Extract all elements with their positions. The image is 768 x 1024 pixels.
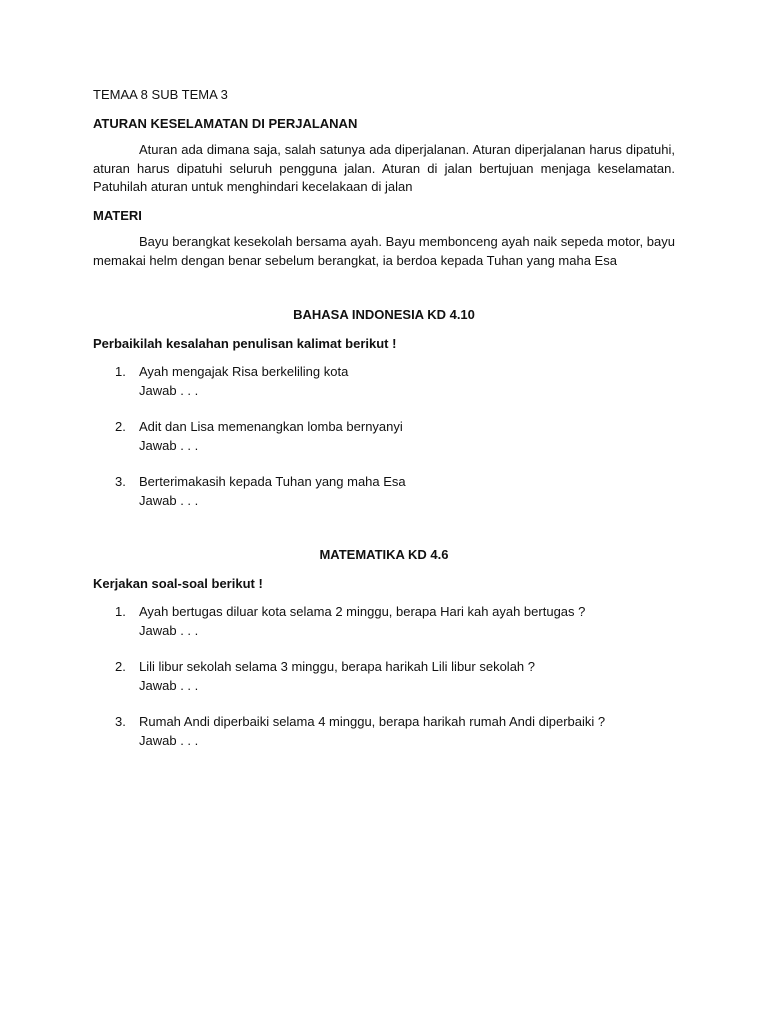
matematika-question-list bbox=[93, 603, 675, 750]
document-title: ATURAN KESELAMATAN DI PERJALANAN bbox=[93, 115, 358, 131]
answer-prompt: Jawab . . . bbox=[139, 622, 199, 638]
materi-title: MATERI bbox=[93, 207, 142, 223]
answer-prompt: Jawab . . . bbox=[139, 492, 199, 508]
item-number: 2. bbox=[115, 419, 126, 434]
list-item bbox=[93, 363, 675, 400]
answer-prompt: Jawab . . . bbox=[139, 382, 199, 398]
materi-paragraph: Bayu berangkat kesekolah bersama ayah. Bayu membonceng ayah naik sepeda motor, bayu memakai helm dengan benar sebelum berangkat, ia berdoa kepada Tuhan yang maha Esa bbox=[93, 234, 675, 268]
item-number: 2. bbox=[115, 659, 126, 674]
intro-paragraph: Aturan ada dimana saja, salah satunya ada diperjalanan. Aturan diperjalanan harus dipatuhi, aturan harus dipatuhi seluruh pengguna jalan. Aturan di jalan bertujuan menjaga keselamatan. Patuhilah aturan untuk menghindari kecelakaan di jalan bbox=[93, 142, 675, 194]
answer-prompt: Jawab . . . bbox=[139, 732, 199, 748]
answer-prompt: Jawab . . . bbox=[139, 677, 199, 693]
question-text: Rumah Andi diperbaiki selama 4 minggu, berapa harikah rumah Andi diperbaiki ? bbox=[139, 714, 606, 729]
list-item bbox=[93, 418, 675, 455]
question-text: Berterimakasih kepada Tuhan yang maha Esa bbox=[139, 474, 406, 489]
item-number: 1. bbox=[115, 364, 126, 379]
answer-prompt: Jawab . . . bbox=[139, 437, 199, 453]
document-page bbox=[93, 86, 675, 750]
theme-line: TEMAA 8 SUB TEMA 3 bbox=[93, 87, 228, 102]
question-text: Lili libur sekolah selama 3 minggu, berapa harikah Lili libur sekolah ? bbox=[139, 659, 535, 674]
item-number: 1. bbox=[115, 604, 126, 619]
question-text: Ayah bertugas diluar kota selama 2 minggu, berapa Hari kah ayah bertugas ? bbox=[139, 604, 586, 619]
matematika-instruction: Kerjakan soal-soal berikut ! bbox=[93, 575, 263, 591]
item-number: 3. bbox=[115, 474, 126, 489]
matematika-section-title: MATEMATIKA KD 4.6 bbox=[319, 547, 449, 562]
item-number: 3. bbox=[115, 714, 126, 729]
list-item bbox=[93, 658, 675, 695]
bahasa-section-title: BAHASA INDONESIA KD 4.10 bbox=[293, 307, 475, 322]
list-item bbox=[93, 473, 675, 510]
list-item bbox=[93, 713, 675, 750]
bahasa-question-list bbox=[93, 363, 675, 510]
list-item bbox=[93, 603, 675, 640]
question-text: Ayah mengajak Risa berkeliling kota bbox=[139, 364, 349, 379]
bahasa-instruction: Perbaikilah kesalahan penulisan kalimat berikut ! bbox=[93, 335, 397, 351]
question-text: Adit dan Lisa memenangkan lomba bernyanyi bbox=[139, 419, 403, 434]
